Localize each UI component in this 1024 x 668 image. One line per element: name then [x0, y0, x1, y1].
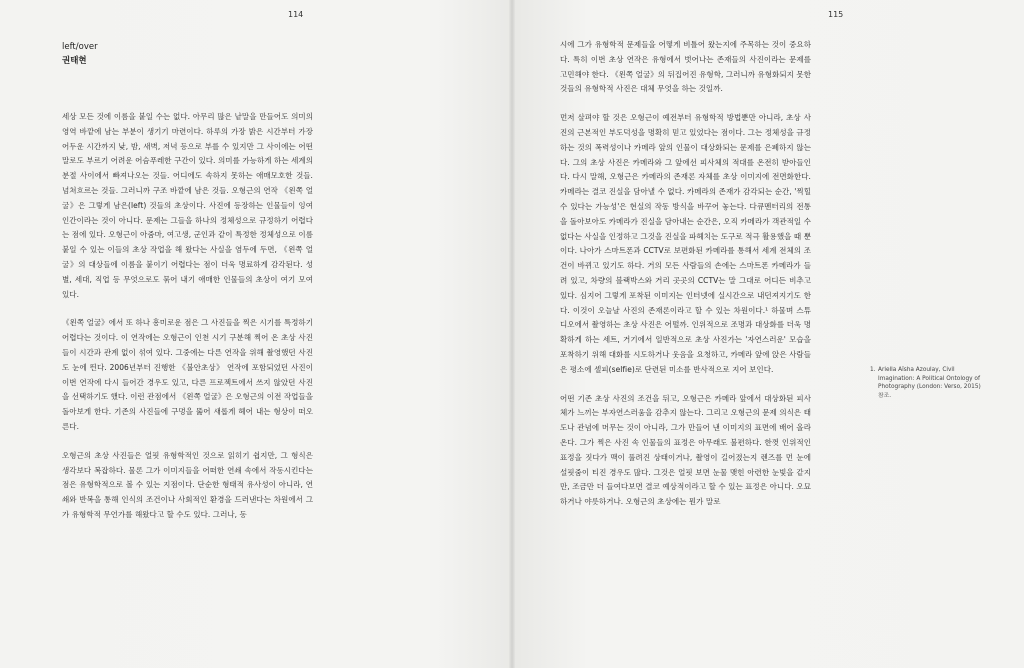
page-number-left: 114: [288, 10, 304, 19]
paragraph: 세상 모든 것에 이름을 붙일 수는 없다. 아무리 많은 낱말을 만들어도 의미의 영역 바깥에 남는 부분이 생기기 마련이다. 하루의 가장 밝은 시간부터 가장 어두운 시간까지 낮, 밤, 새벽, 저녁 등으로 부를 수 있지만 그 사이에는 어떤 말로도 부르기 어려운 어슴푸레한 구간이 있다. 의미를 가능하게 하는 세계의 분절 사이에서 빠져나오는 것들. 어디에도 속하지 못하는 애매모호한 것들. 넘쳐흐르는 것들. 그러니까 구조 바깥에 남은 것들. 오형근의 연작 《왼쪽 얼굴》은 그렇게 남은(left) 것들의 초상이다. 사진에 등장하는 인물들이 잉여 인간이라는 것이 아니다. 문제는 그들을 하나의 정체성으로 규정하기 어렵다는 점에 있다. 오형근이 아줌마, 여고생, 군인과 같이 특정한 정체성으로 이름 붙일 수 있는 이들의 초상 작업을 해 왔다는 사실을 염두에 두면, 《왼쪽 얼굴》의 대상들에 이름을 붙이기 어렵다는 점이 더욱 명료하게 감각된다. 성별, 세대, 직업 등 무엇으로도 묶어 내기 애매한 인물들의 초상이 여기 모여 있다.: [62, 112, 313, 299]
book-gutter: [509, 0, 515, 668]
paragraph: 어떤 기존 초상 사진의 조건을 뒤고, 오형근은 카메라 앞에서 대상화된 피사체가 느끼는 부자연스러움을 감추지 않는다. 그리고 오형근의 문제 의식은 태도나 관념에 머무는 것이 아니라, 그가 만들어 낸 이미지의 표면에 배어 올라온다. 그가 찍은 사진 속 인물들의 표정은 아무래도 불편하다. 한껏 인위적인 표정을 짓다가 맥이 풀려진 상태이거나, 촬영이 길어졌는지 렌즈를 먼 눈에 설핏줌이 티진 경우도 많다. 그것은 얼핏 보면 눈물 맺힌 아련한 눈빛을 같지만, 조금만 더 들여다보면 결코 예상적이라고 할 수 있는 표정은 아니다. 오묘하거나 야릇하거나. 오형근의 초상에는 뭔가 말로: [560, 393, 811, 507]
page-number-right: 115: [828, 10, 844, 19]
right-page: [512, 0, 1024, 668]
essay-title: left/over: [62, 42, 98, 52]
paragraph: 먼저 살펴야 할 것은 오형근이 예전부터 유형학적 방법뿐만 아니라, 초상 사진의 근본적인 부도덕성을 명확히 믿고 있었다는 점이다. 그는 정체성을 규정하는 것의 폭력성이나 카메라 앞의 인물이 대상화되는 문제를 은폐하지 않는다. 그의 초상 사진은 카메라와 그 앞에선 피사체의 적대를 온전히 받아들인다. 다시 말해, 오형근은 카메라의 존재론 자체를 초상 이미지에 전면화한다. 카메라는 결코 진실을 담아낼 수 없다. 카메라의 존재가 감각되는 순간, '찍힐 수 있다는 가능성'은 현실의 작동 방식을 바꾸어 놓는다. 다큐멘터리의 전통을 돌아보아도 카메라가 진실을 담아내는 순간은, 오직 카메라가 객관적일 수 없다는 사실을 인정하고 그것을 진실을 파헤치는 도구로 적극 활용했을 때 뿐이다. 나아가 스마트폰과 CCTV로 보편화된 카메라를 통해서 세계 전체의 조건이 바뀌고 있기도 하다. 거의 모든 사람들의 손에는 스마트폰 카메라가 들려 있고, 차량의 블랙박스와 거리 곳곳의 CCTV는 말 그대로 어디든 비추고 있다. 심지어 그렇게 포착된 이미지는 인터넷에 실시간으로 내던져지기도 한다. 이것이 오늘날 사진의 존재론이라고 할 수 있는 차원이다.¹ 하물며 스튜디오에서 촬영하는 초상 사진은 어떨까. 인위적으로 조명과 대상화를 더욱 명확하게 하는 세트, 거기에서 일반적으로 초상 사진가는 '자연스러운' 모습을 포착하기 위해 대화를 시도하거나 웃음을 요청하고, 카메라 앞에 앉은 사람들은 평소에 셀피(selfie)로 단련된 미소를 반사적으로 지어 보인다.: [560, 113, 811, 374]
body-text-left: [62, 110, 313, 523]
paragraph: 오형근의 초상 사진들은 얼핏 유형학적인 것으로 읽히기 쉽지만, 그 형식은 생각보다 복잡하다. 물론 그가 이미지들을 어떠한 연쇄 속에서 작동시킨다는 점은 유형학적으로 볼 수 있는 지점이다. 단순한 형태적 유사성이 아니라, 연쇄와 반복을 통해 인식의 조건이나 사회적인 환경을 드러낸다는 차원에서 그가 유형학적 무언가를 해왔다고 할 수도 있다. 그러나, 동: [62, 450, 313, 519]
footnote-text: Ariella Aïsha Azoulay, Civil Imagination: A Political Ontology of Photography (London: Verso, 2015) 참조.: [878, 367, 981, 399]
footnote-number: 1.: [870, 367, 876, 373]
body-text-right: [560, 38, 811, 510]
essay-author: 권태현: [62, 56, 87, 66]
paragraph: 시에 그가 유형학적 문제들을 어떻게 비틀어 왔는지에 주목하는 것이 중요하다. 특히 이번 초상 연작은 유형에서 벗어나는 존재들의 사진이라는 문제를 고민해야 한다. 《왼쪽 얼굴》의 뒤집어진 유형학, 그러니까 유형화되지 못한 것들의 유형학적 사진은 대체 무엇을 하는 것일까.: [560, 40, 811, 94]
title-block: [62, 41, 98, 69]
paragraph: 《왼쪽 얼굴》에서 또 하나 흥미로운 점은 그 사진들을 찍은 시기를 특정하기 어렵다는 것이다. 이 연작에는 오형근이 인천 시기 구분해 찍어 온 초상 사진들이 시간과 관계 없이 섞여 있다. 그중에는 다른 연작을 위해 촬영했던 사진도 눈에 띈다. 2006년부터 진행한 《불안초상》 연작에 포함되었던 사진이 이번 연작에 다시 들어간 경우도 있고, 다른 프로젝트에서 쓰지 않았던 사진을 선택하기도 했다. 이런 관점에서 《왼쪽 얼굴》은 오형근의 이전 작업들을 돌아보게 한다. 기존의 사진들에 구멍을 뚫어 새롭게 헤어 내는 형상이 떠오른다.: [62, 318, 313, 431]
footnote: [870, 366, 988, 400]
